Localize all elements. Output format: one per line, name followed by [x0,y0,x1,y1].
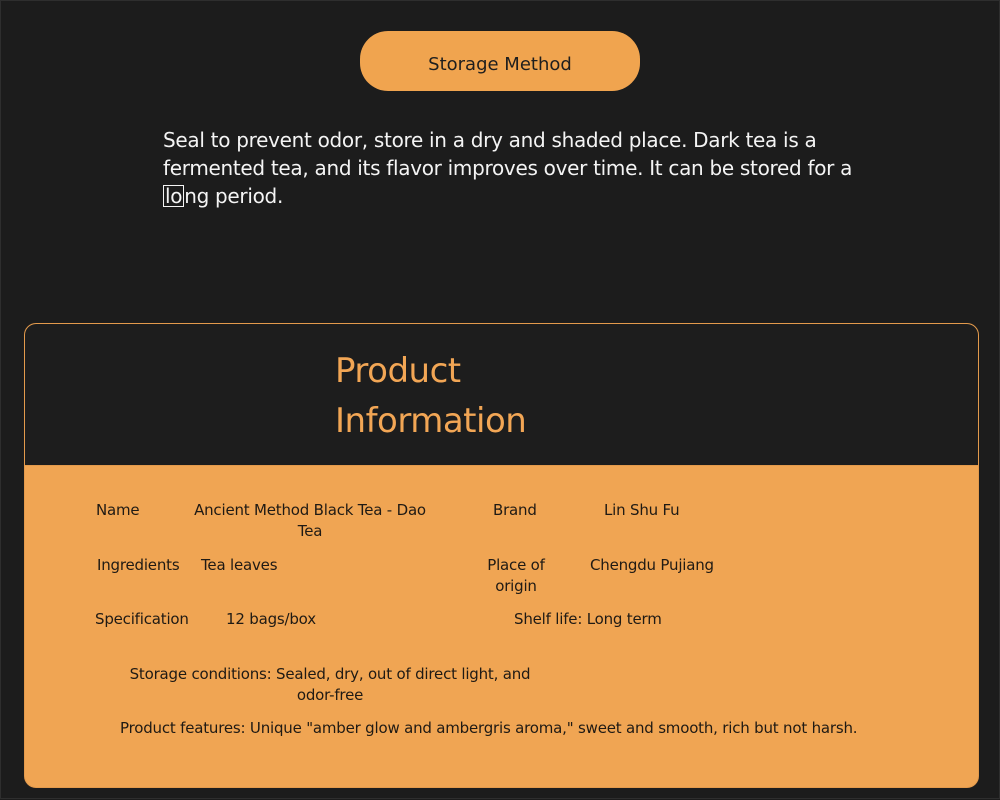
product-info-header [25,324,978,466]
storage-description [163,126,853,210]
storage-text-start: Seal to prevent odor, store in a dry and shaded place. Dark tea is a fermented tea, and its flavor improves over time. It can be stored for a [163,128,853,180]
specification-label: Specification [95,610,189,628]
storage-conditions: Storage conditions: Sealed, dry, out of direct light, and odor-free [129,665,531,704]
brand-value: Lin Shu Fu [604,501,680,519]
ingredients-label: Ingredients [97,556,180,574]
origin-label: Place of origin [487,556,545,595]
specification-value: 12 bags/box [226,610,316,628]
product-features: Product features: Unique "amber glow and ambergris aroma," sweet and smooth, rich but not harsh. [120,719,858,737]
shelf-life: Shelf life: Long term [514,610,662,628]
origin-value: Chengdu Pujiang [590,556,714,574]
storage-method-button[interactable]: Storage Method [360,31,640,91]
storage-text-end: ng period. [184,184,284,208]
name-label: Name [96,501,140,519]
name-value: Ancient Method Black Tea - Dao Tea [194,501,426,540]
product-info-title: Product Information [335,351,527,441]
ingredients-value: Tea leaves [201,556,278,574]
text-cursor-selection[interactable]: lo [165,184,183,208]
product-info-card [24,323,979,788]
brand-label: Brand [493,501,537,519]
